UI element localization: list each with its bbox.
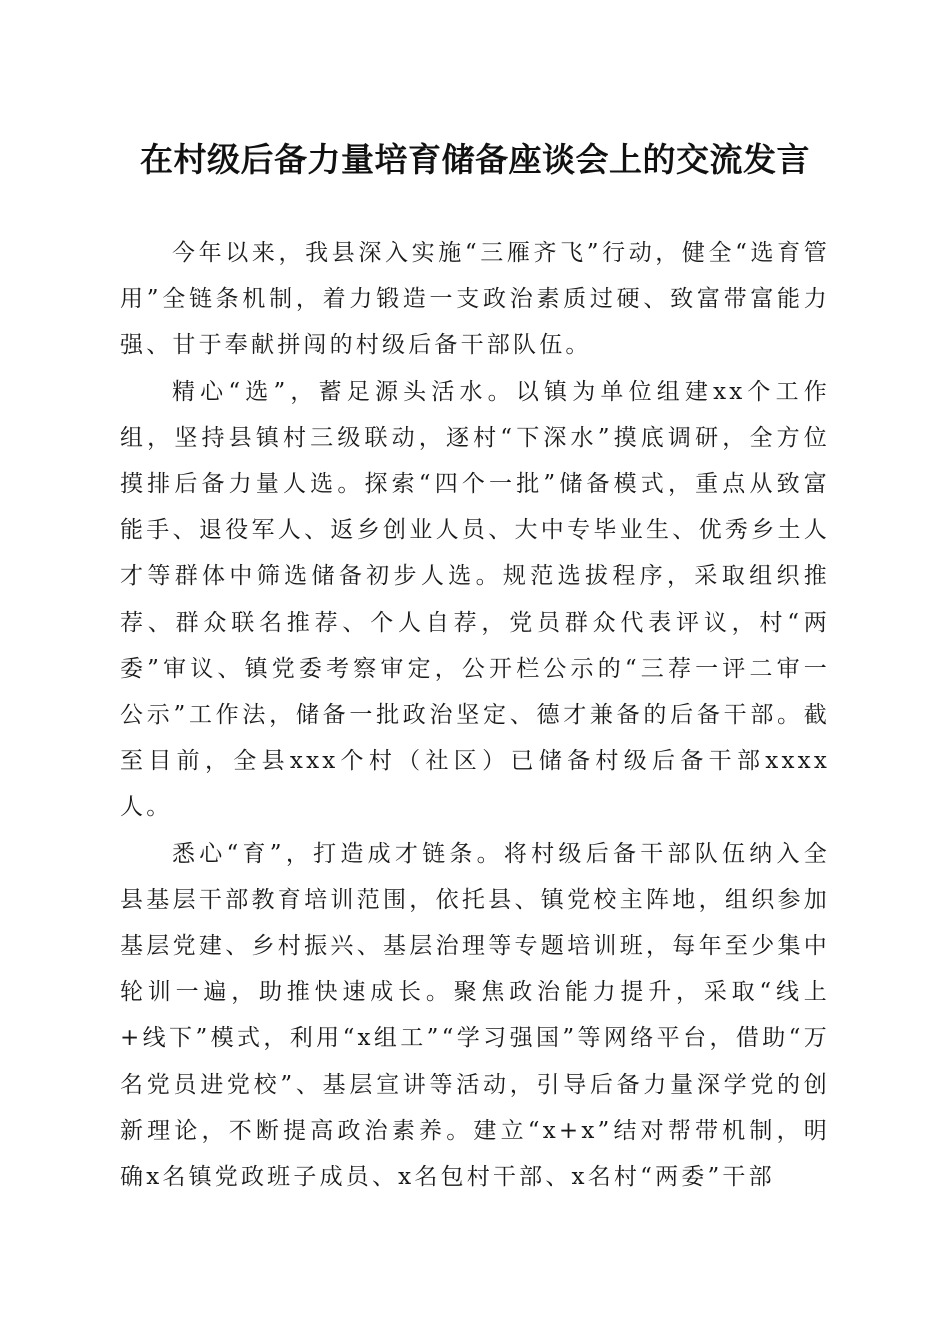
paragraph-select: 精心“选”，蓄足源头活水。以镇为单位组建xx个工作组，坚持县镇村三级联动，逐村“下深水”摸底调研，全方位摸排后备力量人选。探索“四个一批”储备模式，重点从致富能手、退役军人、返乡创业人员、大中专毕业生、优秀乡土人才等群体中筛选储备初步人选。规范选拔程序，采取组织推荐、群众联名推荐、个人自荐，党员群众代表评议，村“两委”审议、镇党委考察审定，公开栏公示的“三荐一评二审一公示”工作法，储备一批政治坚定、德才兼备的后备干部。截至目前，全县xxx个村（社区）已储备村级后备干部xxxx人。 [120,378,830,821]
document-body [120,230,830,1200]
paragraph-cultivate: 悉心“育”，打造成才链条。将村级后备干部队伍纳入全县基层干部教育培训范围，依托县、镇党校主阵地，组织参加基层党建、乡村振兴、基层治理等专题培训班，每年至少集中轮训一遍，助推快速成长。聚焦政治能力提升，采取“线上+线下”模式，利用“x组工”“学习强国”等网络平台，借助“万名党员进党校”、基层宣讲等活动，引导后备力量深学党的创新理论，不断提高政治素养。建立“x+x”结对帮带机制，明确x名镇党政班子成员、x名包村干部、x名村“两委”干部 [120,840,830,1191]
document-title: 在村级后备力量培育储备座谈会上的交流发言 [140,140,810,179]
paragraph-intro: 今年以来，我县深入实施“三雁齐飞”行动，健全“选育管用”全链条机制，着力锻造一支政治素质过硬、致富带富能力强、甘于奉献拼闯的村级后备干部队伍。 [120,240,830,359]
